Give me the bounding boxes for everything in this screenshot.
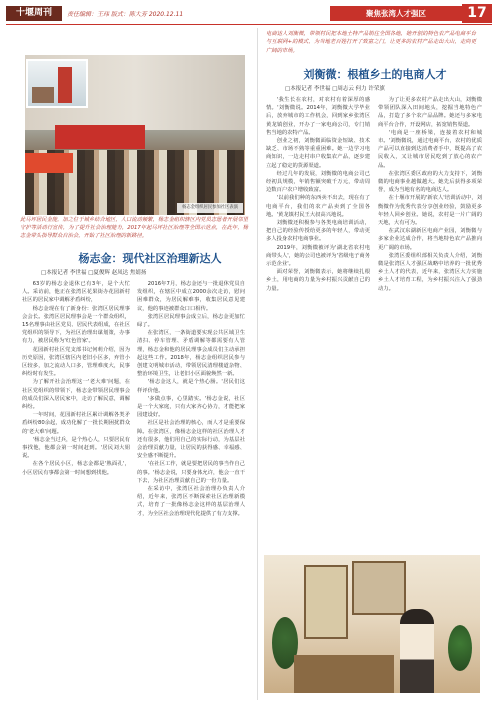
right-intro: 电商达人刘衡微，带领村民把本地土特产品销往全国各地，她开创的特色农产品电商平台与互联网+的模式，为当地老百姓打开了致富之门，让更多的农村产品走出大山，走向更广阔的市场。 (266, 31, 476, 54)
left-column-2 (137, 280, 245, 695)
page-number: 17 (462, 4, 492, 23)
paragraph: 杨志金现在有了新身份：张湾区居民理事会会长。张湾区居民理事会是一个群众组织，15名理事由社区党员、居民代表组成，在社区党组织的领导下，为社区治理出谋划策，办事有力，被居民称为'红色管家'。 (22, 305, 130, 345)
paragraph: 为了解开社会治理这一'老大难'问题，在社区党组织的带领下，杨志金带领居民理事会的成员们深入居民家中，走访了解民意，调解纠纷。 (22, 379, 130, 411)
left-byline: □本报记者 李世福 □夏俊辉 赵凤达 焦婧扬 (41, 270, 147, 276)
paragraph: 为了让更多农村产品走出大山，刘衡微带领团队深入田间地头，挖掘当地特色产品，打造了多个农产品品牌。她还与多家电商平台合作，开设网店，拓宽销售渠道。 (378, 97, 482, 128)
paragraph: 63岁的杨志金退休已有3年，是个大忙人。采访前，他正在张湾区花果街办花园新村社区的居民家中调解矛盾纠纷， (22, 281, 130, 304)
paragraph: 创业之初，刘衡微面临资金短缺、技术缺乏、市场不熟等重重困难。她一边学习电商知识，一边走村串户收集农产品，逐步建立起了稳定的货源渠道。 (266, 138, 370, 169)
section-title: 聚焦张湾人才强区 (330, 6, 462, 21)
paragraph: '杨志金这人，就是个热心肠。'居民们这样评价他。 (137, 379, 245, 394)
paragraph: 张湾区委组织部相关负责人介绍，刘衡微是张湾区人才强区战略中培养的一批优秀乡土人才的代表，近年来，张湾区大力实施乡土人才培育工程，为乡村振兴注入了强劲动力。 (378, 252, 482, 292)
paragraph: 社区是社会治理的核心，而人才是重要保障。在张湾区，像杨志金这样的社区治理人才还有很多，他们用自己的实际行动，为基层社会治理贡献力量，让居民的获得感、幸福感、安全感不断提升。 (137, 420, 245, 460)
paragraph: 刘衡微还积极参与各类电商培训活动，把自己的经验传授给更多的年轻人，带动更多人投身农村电商事业。 (266, 220, 370, 243)
right-headline: 刘衡微：根植乡土的电商人才 (303, 68, 447, 81)
paragraph: 花园新村社区党支部书记何莉介绍，因为历史原因，张湾区辖区内老旧小区多，弃管小区较多，加之流动人口多，管理难度大，民事纠纷时有发生。 (22, 346, 130, 378)
paragraph: 在武汉东湖新区电商产业园，刘衡微与多家企业达成合作，将当地特色农产品推向更广阔的市场。 (378, 228, 482, 251)
paragraph: '多做点事，心里踏实。'杨志金说，社区是一个大家庭，只有大家齐心协力，才能把家园建设好。 (137, 395, 245, 419)
header-rule (6, 24, 492, 25)
paragraph: 经过几年的发展，刘衡微的电商公司已经初具规模，年销售额突破千万元，带动周边数百户农户增收致富。 (266, 170, 370, 194)
right-byline: □本报记者 李世福 □周志云 何力 许荣旗 (285, 86, 385, 92)
paragraph: '我生长在农村，对农村有着深厚的感情。'刘衡微说。2014年，刘衡微大学毕业后，放弃城市的工作机会，回到家乡张湾区黄龙镇创业，开办了一家电商公司，专门销售当地的农特产品。 (266, 97, 370, 136)
ecommerce-shop-photo (264, 555, 480, 693)
column-divider (257, 28, 258, 700)
paragraph: 在张湾区委区政府的大力支持下，刘衡微的电商事业越做越大。她先后获得多项荣誉，成为当地有名的电商达人。 (378, 170, 482, 194)
paragraph: 面对荣誉，刘衡微表示，她将继续扎根乡土，用电商的力量为乡村振兴贡献自己的力量。 (266, 269, 370, 292)
editor-credits: 责任编辑：王玮 版式：陈大芳 2020.12.11 (67, 11, 184, 18)
masthead: 十堰周刊 (6, 6, 62, 21)
right-column-2 (378, 96, 482, 548)
page-header (0, 0, 497, 26)
paragraph: 在十堰市开展的'新农人'培训活动中，刘衡微作为优秀代表分享创业经验，鼓励更多年轻人回乡创业。她说，农村是一片广阔的天地，大有可为。 (378, 195, 482, 227)
left-headline: 杨志金：现代社区治理新达人 (78, 252, 222, 265)
paragraph: 在张湾区，一条街道要实现公共区域卫生清扫、停车管理、矛盾调解等都需要有人管理，杨志金和他的居民理事会成员们主动承担起这些工作。2018年，杨志金组织居民参与创建文明城市活动，带领居民清理楼道杂物、整治环境卫生，让老旧小区面貌焕然一新。 (137, 330, 245, 378)
paragraph: 2019年，刘衡微被评为'湖北省农村电商带头人'，她的公司也被评为'省级电子商务示范企业'。 (266, 244, 370, 268)
paragraph: 一年时间，花园新村社区累计调解各类矛盾纠纷80余起，成功化解了一批长期困扰群众的'老大难'问题。 (22, 412, 130, 435)
paragraph: 2016年7月，杨志金还与一批退休党员自发组织，在辖区中成立2000余次走访，慰问困难群众，为居民解难事，收集居民意见建议，他的事迹被群众口口相传。 (137, 281, 245, 312)
paragraph: 在各个居民小区，杨志金都是'熟面孔'，小区居民有事都会第一时间想到找他。 (22, 461, 130, 476)
left-column-1 (22, 280, 130, 695)
photo-caption: 此马坪居民金能，加之位于城乡结合地区，人口流动频繁，杨志金组织辖区内党员志愿者开展邻里守护等活动行宣传，为了提升社会治理能力，2017年起马坪社区治理等全国示范点，在此年，杨志金带头指导群众自治会，开始了社区治理的新路径。 (20, 217, 248, 239)
paragraph: '电商是一座桥梁，连接着农村和城市。'刘衡微说，通过电商平台，农村的优质产品可以直接到达消费者手中，既提高了农民收入，又让城市居民吃到了放心的农产品。 (378, 129, 482, 169)
right-column-1 (266, 96, 370, 548)
paragraph: '以前我们种的东西卖不出去，现在有了电商平台，我们的农产品卖到了全国各地。'黄龙镇村民王大叔高兴地说。 (266, 195, 370, 218)
photo-label: 杨志金组织居民参加社区表演 (177, 203, 243, 213)
paragraph: '杨志金当过兵，是个热心人，只要居民有事找他，他都会第一时间赶到。'居民刘大姐说。 (22, 436, 130, 460)
paragraph: 张湾区居民理事会成立后，杨志金更加忙碌了。 (137, 313, 245, 329)
paragraph: '在社区工作，就是要把居民的事当作自己的事。'杨志金说，只要身体允许，他会一直干下去，为社区治理贡献自己的一份力量。 (137, 461, 245, 484)
inset-building-photo (26, 59, 88, 108)
paragraph: 在采访中，张湾区社会治理办负责人介绍，近年来，张湾区不断探索社区治理新模式，培育了一批像杨志金这样的基层治理人才，为全区社会治理现代化提供了有力支撑。 (137, 486, 245, 517)
